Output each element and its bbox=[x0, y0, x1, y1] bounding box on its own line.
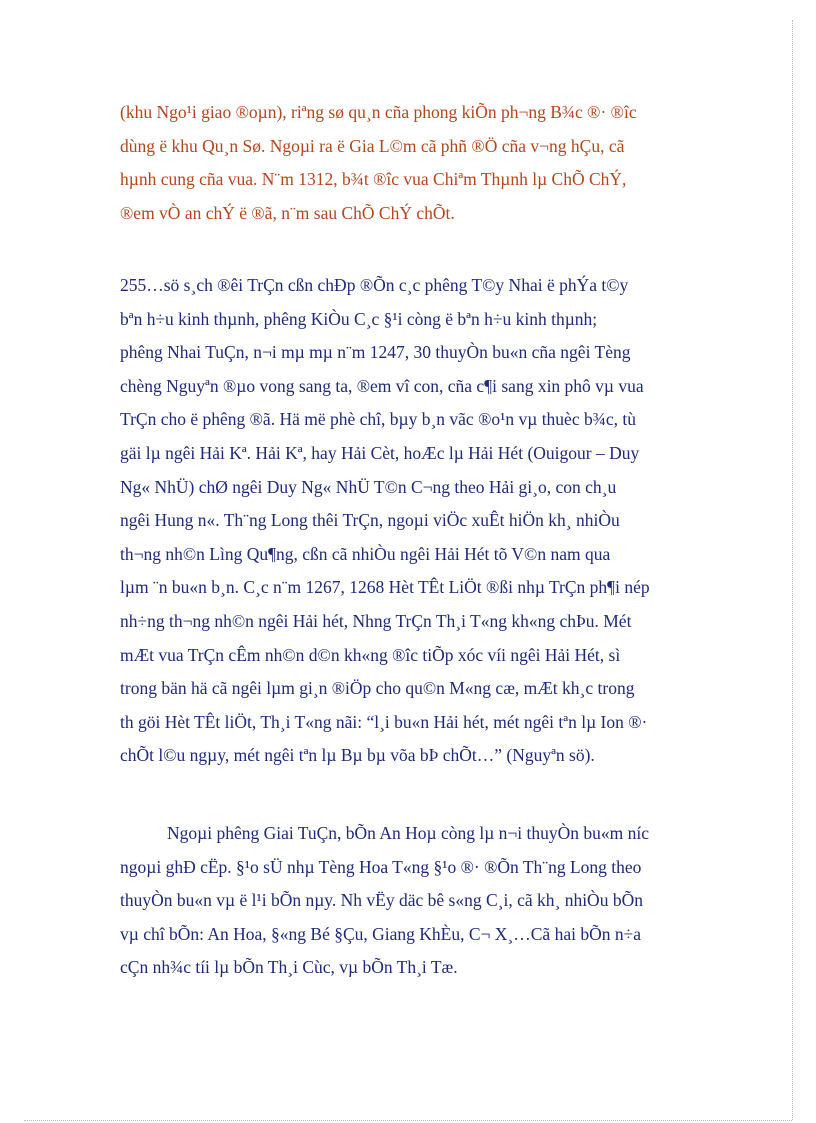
paragraph-1-line: ®em vÒ an chÝ ë ®ã, n¨m sau ChÕ ChÝ chÕt. bbox=[120, 202, 455, 223]
paragraph-2-line: gäi lµ ngêi Hải Kª. Hải Kª, hay Hải Cèt, hoÆc lµ Hải Hét (Ouigour – Duy bbox=[120, 442, 640, 463]
paragraph-2-line: nh÷ng th¬ng nh©n ngêi Hải hét, Nhng TrÇn Th¸i T«ng kh«ng chÞu. Mét bbox=[120, 610, 632, 631]
page-right-border bbox=[792, 20, 793, 1120]
paragraph-3-line: ngoµi ghÐ cËp. §¹o sÜ nhµ Tèng Hoa T«ng §¹o ®· ®Õn Th¨ng Long theo bbox=[120, 856, 642, 877]
paragraph-2-line: 255…sö s¸ch ®êi TrÇn cßn chÐp ®Õn c¸c phêng T©y Nhai ë phÝa t©y bbox=[120, 275, 629, 295]
paragraph-2-line: trong bän hä cã ngêi lµm gi¸n ®iÖp cho qu©n M«ng cæ, mÆt kh¸c trong bbox=[120, 678, 635, 699]
paragraph-2-line: th¬ng nh©n Lìng Qu¶ng, cßn cã nhiÒu ngêi Hải Hét tõ V©n nam qua bbox=[120, 543, 611, 564]
paragraph-3-line: thuyÒn bu«n vµ ë l¹i bÕn nµy. Nh vËy däc bê s«ng C¸i, cã kh¸ nhiÒu bÕn bbox=[120, 890, 643, 911]
paragraph-2-line: th göi Hèt TÊt liÖt, Th¸i T«ng nãi: “l¸i bu«n Hải hét, mét ngêi tªn lµ Ion ®· bbox=[120, 711, 648, 732]
paragraph-2-line: bªn h÷u kinh thµnh, phêng KiÒu C¸c §¹i còng ë bªn h÷u kinh thµnh; bbox=[120, 308, 598, 329]
paragraph-3-line: Ngoµi phêng Giai TuÇn, bÕn An Hoµ còng lµ n¬i thuyÒn bu«m níc bbox=[167, 823, 650, 843]
paragraph-1-line: hµnh cung cña vua. N¨m 1312, b¾t ®îc vua Chiªm Thµnh lµ ChÕ ChÝ, bbox=[120, 169, 627, 190]
paragraph-2-line: mÆt vua TrÇn cÊm nh©n d©n kh«ng ®îc tiÕp xóc víi ngêi Hải Hét, sì bbox=[120, 644, 621, 665]
page-bottom-border bbox=[24, 1120, 792, 1121]
paragraph-3-line: vµ chî bÕn: An Hoa, §«ng Bé §Çu, Giang KhÈu, C¬ X¸…Cã hai bÕn n÷a bbox=[120, 923, 641, 944]
paragraph-1-line: (khu Ngo¹i giao ®oµn), riªng sø qu¸n cña phong kiÕn ph¬ng B¾c ®· ®îc bbox=[120, 102, 637, 122]
paragraph-1 bbox=[120, 96, 700, 230]
paragraph-1-line: dùng ë khu Qu¸n Sø. Ngoµi ra ë Gia L©m cã phñ ®Ö cña v¬ng hÇu, cã bbox=[120, 135, 625, 156]
paragraph-2-line: TrÇn cho ë phêng ®ã. Hä më phè chî, bµy b¸n vãc ®o¹n vµ thuèc b¾c, tù bbox=[120, 409, 636, 430]
paragraph-2-line: chèng Nguyªn ®µo vong sang ta, ®em vî con, cña c¶i sang xin phô vµ vua bbox=[120, 375, 644, 396]
paragraph-3-line: cÇn nh¾c tíi lµ bÕn Th¸i Cùc, vµ bÕn Th¸i Tæ. bbox=[120, 957, 458, 978]
paragraph-3 bbox=[120, 817, 700, 985]
paragraph-2-line: chÕt l©u ngµy, mét ngêi tªn lµ Bµ bµ võa bÞ chÕt…” (Nguyªn sö). bbox=[120, 745, 595, 766]
paragraph-2-line: Ng« NhÜ) chØ ngêi Duy Ng« NhÜ T©n C¬ng theo Hải gi¸o, con ch¸u bbox=[120, 476, 617, 497]
paragraph-2-line: ngêi Hung n«. Th¨ng Long thêi TrÇn, ngoµi viÖc xuÊt hiÖn kh¸ nhiÒu bbox=[120, 510, 620, 531]
paragraph-2-line: phêng Nhai TuÇn, n¬i mµ mµ n¨m 1247, 30 thuyÒn bu«n cña ngêi Tèng bbox=[120, 342, 631, 363]
paragraph-2-line: lµm ¨n bu«n b¸n. C¸c n¨m 1267, 1268 Hèt TÊt LiÖt ®ßi nhµ TrÇn ph¶i nép bbox=[120, 577, 650, 598]
paragraph-2 bbox=[120, 269, 700, 773]
